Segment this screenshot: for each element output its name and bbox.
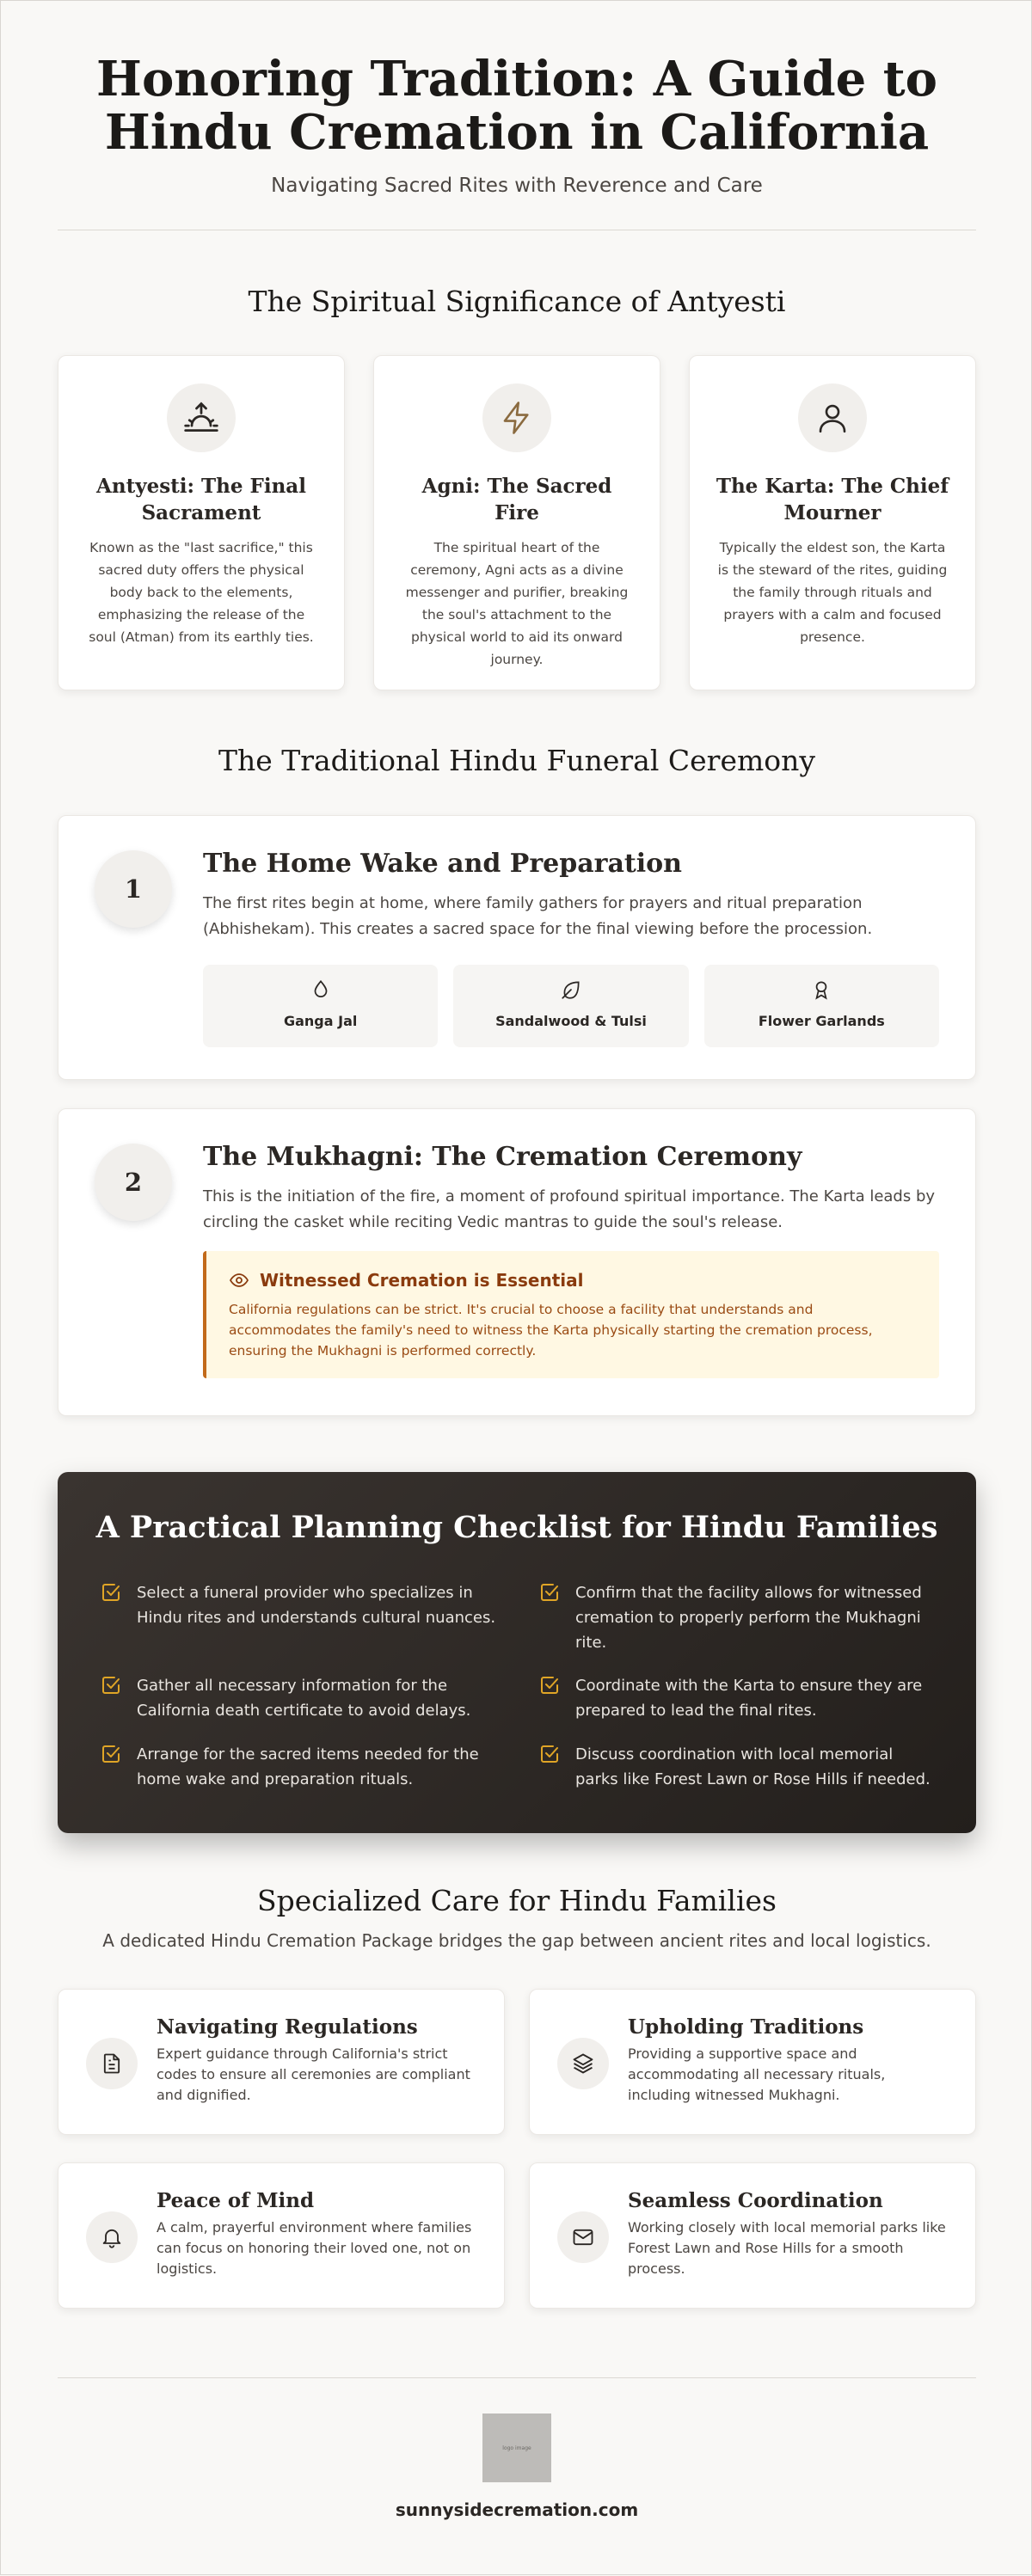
ceremony-title: The Traditional Hindu Funeral Ceremony xyxy=(218,744,816,777)
step-number: 2 xyxy=(95,1144,172,1221)
person-icon xyxy=(798,383,867,452)
significance-card-antyesti xyxy=(58,355,345,690)
checklist-item-text: Coordinate with the Karta to ensure they are prepared to lead the final rites. xyxy=(575,1677,923,1720)
step-card-mukhagni xyxy=(58,1108,976,1416)
item-label: Flower Garlands xyxy=(758,1013,885,1029)
checklist-item xyxy=(101,1673,496,1723)
care-card-peace-of-mind xyxy=(58,2162,505,2309)
care-card-title: Seamless Coordination xyxy=(628,2189,883,2212)
checklist-item-text: Discuss coordination with local memorial parks like Forest Lawn or Rose Hills if needed. xyxy=(575,1745,931,1788)
care-text xyxy=(628,2186,948,2279)
water-drop-icon xyxy=(310,978,332,1001)
item-flower-garlands xyxy=(704,965,939,1047)
checkbox-checked-icon xyxy=(101,1744,121,1764)
document-icon xyxy=(86,2038,138,2089)
care-card-text: Expert guidance through California's strict codes to ensure all ceremonies are compliant and dignified. xyxy=(157,2045,470,2103)
care-card-text: Working closely with local memorial parks like Forest Lawn and Rose Hills for a smooth process. xyxy=(628,2219,946,2277)
care-text xyxy=(157,2186,476,2279)
notice-title xyxy=(229,1270,917,1291)
card-text: Known as the "last sacrifice," this sacred duty offers the physical body back to the elements, emphasizing the release of the soul (Atman) from its earthly ties. xyxy=(89,540,314,645)
step-body xyxy=(203,849,939,1047)
page xyxy=(1,1,1032,2576)
sunrise-icon xyxy=(167,383,236,452)
care-text xyxy=(628,2012,948,2106)
significance-title: The Spiritual Significance of Antyesti xyxy=(248,285,786,318)
care-card-title: Upholding Traditions xyxy=(628,2015,864,2039)
step-text: This is the initiation of the fire, a moment of profound spiritual importance. The Karta leads by circling the casket while reciting Vedic mantras to guide the soul's release. xyxy=(203,1187,936,1231)
care-card-regulations xyxy=(58,1989,505,2135)
item-label: Ganga Jal xyxy=(283,1013,358,1029)
mail-icon xyxy=(557,2211,609,2263)
care-card-text: Providing a supportive space and accommodating all necessary rituals, including witnessed Mukhagni. xyxy=(628,2045,886,2103)
care-subtitle: A dedicated Hindu Cremation Package bridges the gap between ancient rites and local logistics. xyxy=(102,1930,931,1951)
checklist-item-text: Gather all necessary information for the California death certificate to avoid delays. xyxy=(137,1677,471,1720)
checklist-item xyxy=(101,1580,496,1630)
item-ganga-jal xyxy=(203,965,438,1047)
checklist-item xyxy=(539,1580,935,1655)
item-label: Sandalwood & Tulsi xyxy=(495,1013,647,1029)
checklist-item xyxy=(539,1742,935,1792)
witnessed-cremation-notice xyxy=(203,1251,939,1378)
checkbox-checked-icon xyxy=(101,1675,121,1696)
care-text xyxy=(157,2012,476,2106)
notice-text: California regulations can be strict. It's crucial to choose a facility that understands and accommodates the family's need to witness the Karta physically starting the cremation process, ensuring the Mukhagni is performed correctly. xyxy=(229,1302,873,1359)
checkbox-checked-icon xyxy=(539,1582,560,1603)
step-text: The first rites begin at home, where family gathers for prayers and ritual preparation (Abhishekam). This creates a sacred space for the final viewing before the procession. xyxy=(203,894,873,938)
page-title xyxy=(58,52,976,159)
care-card-traditions xyxy=(529,1989,976,2135)
checklist-item xyxy=(539,1673,935,1723)
logo-placeholder-text: logo image xyxy=(502,2444,531,2451)
title-line-1: Honoring Tradition: A Guide to xyxy=(96,51,937,107)
eye-icon xyxy=(229,1270,249,1291)
significance-card-agni xyxy=(373,355,660,690)
lightning-icon xyxy=(482,383,551,452)
step-title: The Home Wake and Preparation xyxy=(203,849,682,879)
checkbox-checked-icon xyxy=(101,1582,121,1603)
footer-divider xyxy=(58,2377,976,2378)
sacred-items xyxy=(203,965,939,1047)
step-body xyxy=(203,1142,939,1378)
care-card-title: Navigating Regulations xyxy=(157,2015,418,2039)
card-text: The spiritual heart of the ceremony, Agni acts as a divine messenger and purifier, breaking the soul's attachment to the physical world to aid its onward journey. xyxy=(405,540,629,667)
checklist-item-text: Confirm that the facility allows for witnessed cremation to properly perform the Mukhagni rite. xyxy=(575,1584,922,1652)
care-card-coordination xyxy=(529,2162,976,2309)
step-number: 1 xyxy=(95,850,172,928)
card-text: Typically the eldest son, the Karta is the steward of the rites, guiding the family through rituals and prayers with a calm and focused presence. xyxy=(717,540,948,645)
care-card-text: A calm, prayerful environment where families can focus on honoring their loved one, not on logistics. xyxy=(157,2219,472,2277)
title-line-2: Hindu Cremation in California xyxy=(104,104,930,161)
checklist-item-text: Select a funeral provider who specializes in Hindu rites and understands cultural nuances. xyxy=(137,1584,496,1627)
card-title: The Karta: The Chief Mourner xyxy=(716,475,949,524)
card-title: Agni: The Sacred Fire xyxy=(421,475,612,524)
significance-card-karta xyxy=(689,355,976,690)
checkbox-checked-icon xyxy=(539,1675,560,1696)
footer-website: sunnysidecremation.com xyxy=(395,2499,639,2520)
notice-title-text: Witnessed Cremation is Essential xyxy=(260,1270,584,1291)
checklist-title: A Practical Planning Checklist for Hindu Families xyxy=(95,1510,938,1545)
checklist-item xyxy=(101,1742,496,1792)
care-title: Specialized Care for Hindu Families xyxy=(257,1884,777,1917)
care-card-title: Peace of Mind xyxy=(157,2189,315,2212)
layers-icon xyxy=(557,2038,609,2089)
card-title: Antyesti: The Final Sacrament xyxy=(96,475,306,524)
logo xyxy=(482,2413,551,2482)
page-header xyxy=(58,52,976,197)
checklist-item-text: Arrange for the sacred items needed for the home wake and preparation rituals. xyxy=(137,1745,479,1788)
step-card-home-wake xyxy=(58,815,976,1080)
step-title: The Mukhagni: The Cremation Ceremony xyxy=(203,1142,802,1172)
flower-icon xyxy=(810,978,832,1001)
item-sandalwood-tulsi xyxy=(453,965,688,1047)
leaf-icon xyxy=(560,978,582,1001)
page-subtitle: Navigating Sacred Rites with Reverence and Care xyxy=(271,175,763,197)
checkbox-checked-icon xyxy=(539,1744,560,1764)
planning-checklist xyxy=(58,1472,976,1833)
bell-icon xyxy=(86,2211,138,2263)
